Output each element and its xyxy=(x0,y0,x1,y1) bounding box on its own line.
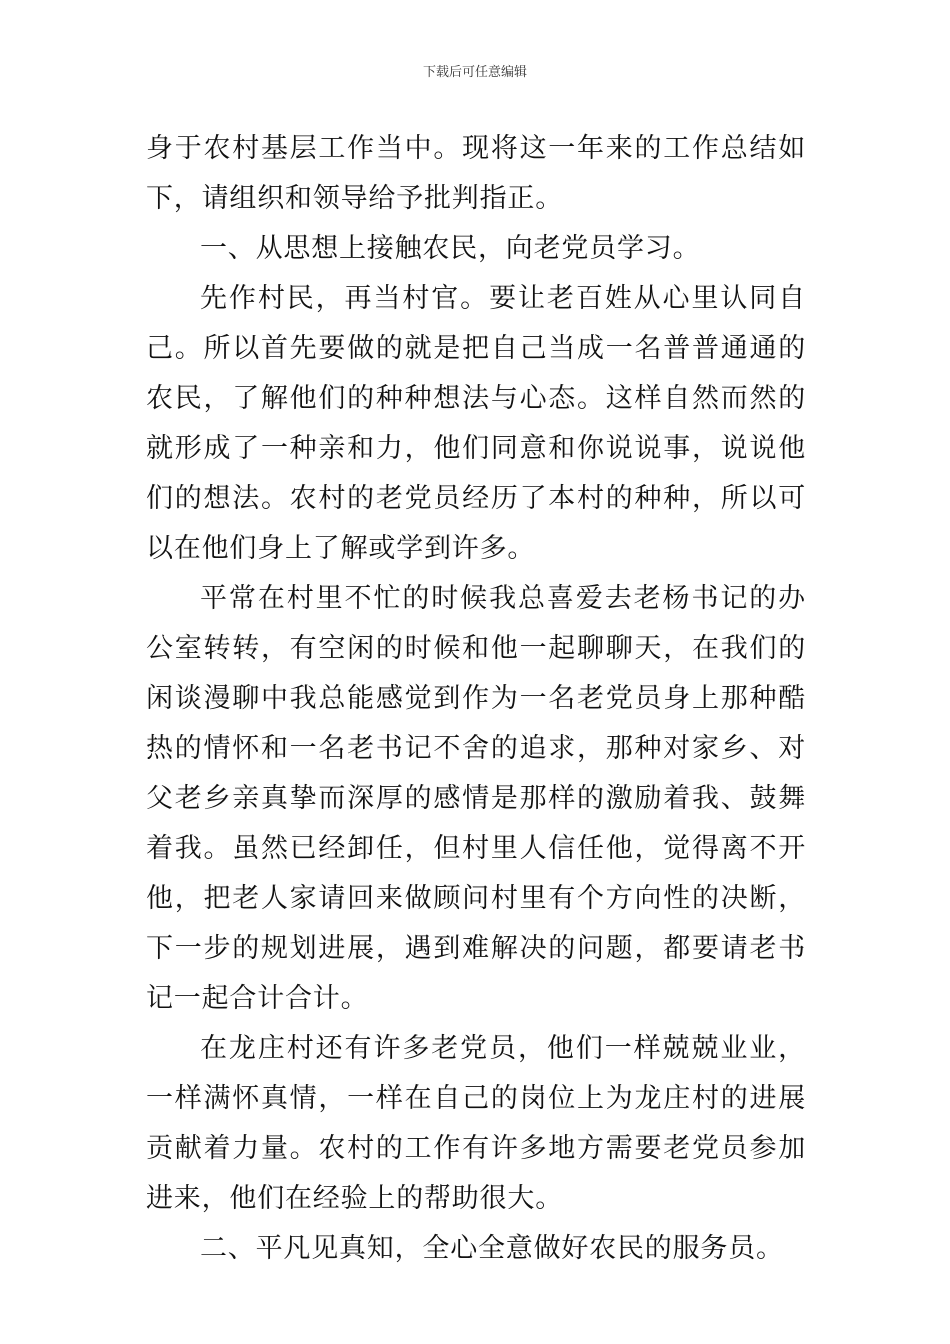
document-body xyxy=(146,124,806,1274)
page-header-note: 下载后可任意编辑 xyxy=(422,65,527,80)
section-heading-2: 二、平凡见真知，全心全意做好农民的服务员。 xyxy=(200,1233,784,1264)
paragraph-villager-first: 先作村民，再当村官。要让老百姓从心里认同自己。所以首先要做的就是把自己当成一名普普通通的农民，了解他们的种种想法与心态。这样自然而然的就形成了一种亲和力，他们同意和你说说事，说说他们的想法。农村的老党员经历了本村的种种，所以可以在他们身上了解或学到许多。 xyxy=(146,283,806,564)
paragraph-old-party-members: 在龙庄村还有许多老党员，他们一样兢兢业业，一样满怀真情，一样在自己的岗位上为龙庄村的进展贡献着力量。农村的工作有许多地方需要老党员参加进来，他们在经验上的帮助很大。 xyxy=(146,1033,806,1214)
paragraph-summary-intro: 身于农村基层工作当中。现将这一年来的工作总结如下，请组织和领导给予批判指正。 xyxy=(146,133,806,214)
section-heading-1: 一、从思想上接触农民，向老党员学习。 xyxy=(200,233,701,264)
paragraph-old-secretary: 平常在村里不忙的时候我总喜爱去老杨书记的办公室转转，有空闲的时候和他一起聊聊天，在我们的闲谈漫聊中我总能感觉到作为一名老党员身上那种酷热的情怀和一名老书记不舍的追求，那种对家乡、对父老乡亲真挚而深厚的感情是那样的激励着我、鼓舞着我。虽然已经卸任，但村里人信任他，觉得离不开他，把老人家请回来做顾问村里有个方向性的决断，下一步的规划进展，遇到难解决的问题，都要请老书记一起合计合计。 xyxy=(146,583,806,1014)
